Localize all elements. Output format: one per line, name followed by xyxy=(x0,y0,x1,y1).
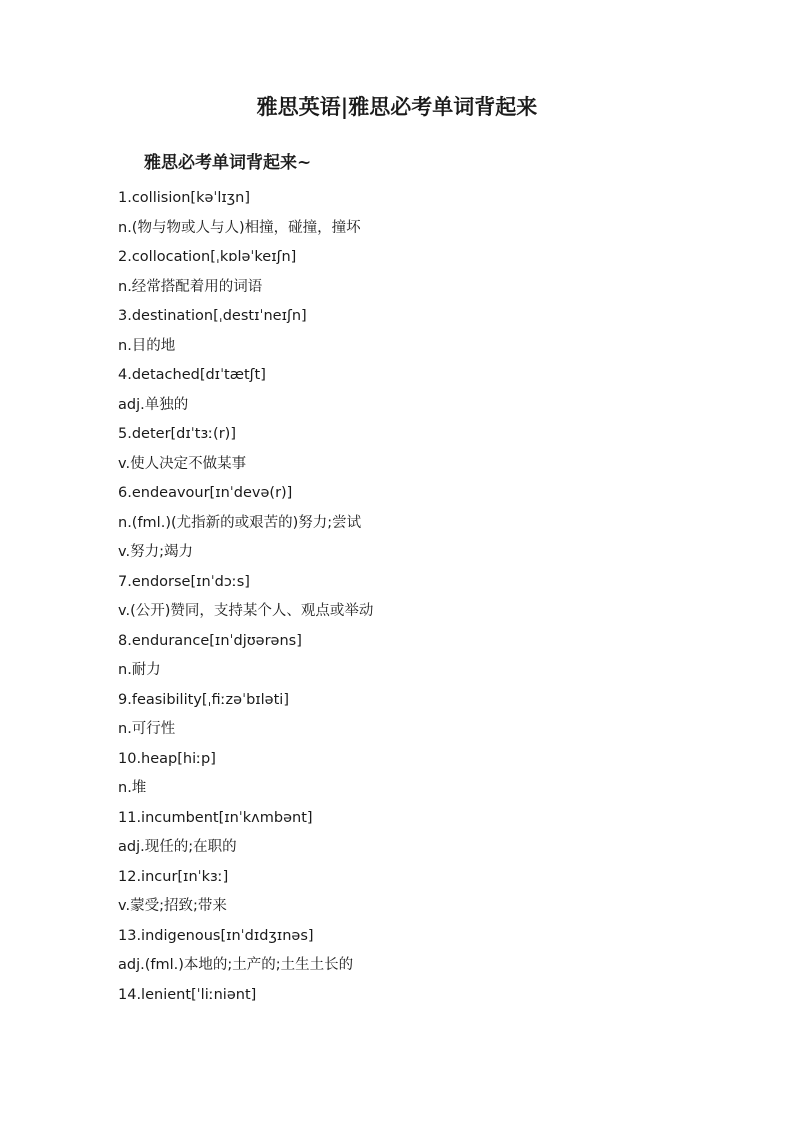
vocabulary-entry xyxy=(118,302,373,361)
vocabulary-entry xyxy=(118,981,373,1011)
entry-meaning: v.(公开)赞同，支持某个人、观点或举动 xyxy=(118,603,374,619)
vocabulary-entry xyxy=(118,627,373,686)
vocabulary-entry xyxy=(118,804,373,863)
entry-meaning: n.可行性 xyxy=(118,721,176,737)
entry-headword: 3.destination[ˌdestɪˈneɪʃn] xyxy=(118,308,307,324)
entry-meaning: v.使人决定不做某事 xyxy=(118,455,247,472)
entry-meaning: adj.单独的 xyxy=(118,396,189,413)
entry-meaning: n.(fml.)(尤指新的或艰苦的)努力;尝试 xyxy=(118,514,362,531)
entry-meaning: n.经常搭配着用的词语 xyxy=(118,278,263,295)
vocabulary-entry xyxy=(118,745,373,804)
entry-meaning: n.耐力 xyxy=(118,662,161,678)
entry-headword: 4.detached[dɪˈtætʃt] xyxy=(118,367,266,383)
vocabulary-entry xyxy=(118,568,373,627)
vocabulary-entry xyxy=(118,361,373,420)
entry-headword: 6.endeavour[ɪnˈdevə(r)] xyxy=(118,485,293,501)
entry-headword: 11.incumbent[ɪnˈkʌmbənt] xyxy=(118,809,313,826)
entry-meaning: n.堆 xyxy=(118,780,147,796)
entry-meaning: adj.(fml.)本地的;土产的;土生土长的 xyxy=(118,957,354,973)
vocabulary-entry xyxy=(118,420,373,479)
entry-meaning: v.努力;竭力 xyxy=(118,544,193,560)
entry-headword: 12.incur[ɪnˈkɜː] xyxy=(118,868,229,885)
document-title: 雅思英语|雅思必考单词背起来 xyxy=(256,94,538,119)
vocabulary-entry xyxy=(118,863,373,922)
entry-meaning: v.蒙受;招致;带来 xyxy=(118,898,227,914)
entry-meaning: n.目的地 xyxy=(118,337,176,354)
entry-headword: 2.collocation[ˌkɒləˈkeɪʃn] xyxy=(118,249,297,265)
vocabulary-list xyxy=(118,184,373,1010)
document-subtitle: 雅思必考单词背起来~ xyxy=(144,153,312,173)
vocabulary-entry xyxy=(118,686,373,745)
entry-headword: 8.endurance[ɪnˈdjʊərəns] xyxy=(118,632,302,649)
vocabulary-entry xyxy=(118,243,373,302)
entry-meaning: n.(物与物或人与人)相撞，碰撞，撞坏 xyxy=(118,219,361,236)
entry-headword: 10.heap[hiːp] xyxy=(118,750,216,767)
entry-headword: 1.collision[kəˈlɪʒn] xyxy=(118,190,251,206)
entry-meaning: adj.现任的;在职的 xyxy=(118,839,237,855)
entry-headword: 13.indigenous[ɪnˈdɪdʒɪnəs] xyxy=(118,927,314,944)
entry-headword: 7.endorse[ɪnˈdɔːs] xyxy=(118,573,250,590)
entry-headword: 5.deter[dɪˈtɜː(r)] xyxy=(118,426,236,442)
vocabulary-entry xyxy=(118,184,373,243)
vocabulary-entry xyxy=(118,922,373,981)
entry-headword: 9.feasibility[ˌfiːzəˈbɪləti] xyxy=(118,691,289,708)
entry-headword: 14.lenient[ˈliːniənt] xyxy=(118,986,257,1003)
vocabulary-entry xyxy=(118,479,373,568)
